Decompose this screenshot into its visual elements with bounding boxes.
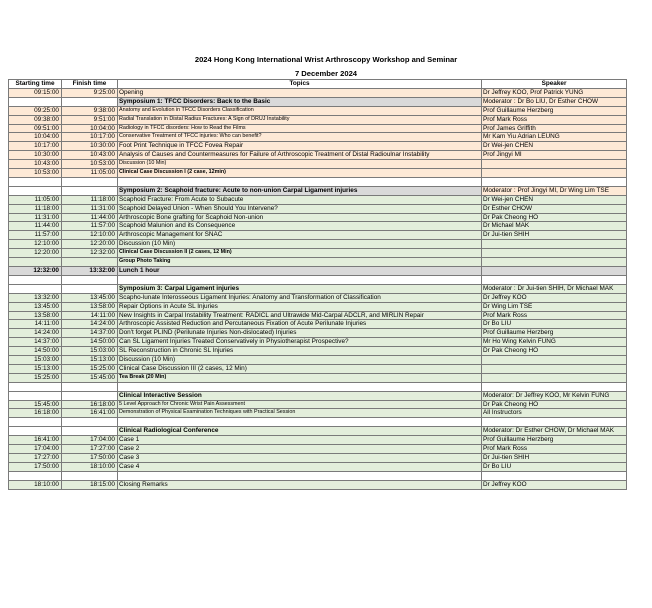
start-time-cell bbox=[9, 177, 62, 186]
speaker-cell: Dr Pak Cheong HO bbox=[482, 213, 627, 222]
table-row bbox=[9, 347, 627, 356]
finish-time-cell: 15:13:00 bbox=[62, 356, 118, 365]
speaker-cell: Dr Jeffrey KOO bbox=[482, 293, 627, 302]
start-time-cell: 13:58:00 bbox=[9, 311, 62, 320]
start-time-cell: 10:17:00 bbox=[9, 142, 62, 151]
finish-time-cell: 18:10:00 bbox=[62, 462, 118, 471]
speaker-cell: Dr Wing Lim TSE bbox=[482, 302, 627, 311]
topic-cell: Scapho-lunate Interosseous Ligament Injuries: Anatomy and Transformation of Classification bbox=[118, 293, 482, 302]
table-row bbox=[9, 267, 627, 276]
speaker-cell: Prof Mark Ross bbox=[482, 115, 627, 124]
table-row bbox=[9, 169, 627, 178]
speaker-cell: Mr Kam Yiu Adrian LEUNG bbox=[482, 133, 627, 142]
table-row bbox=[9, 409, 627, 418]
speaker-cell: Dr Jui-tien SHIH bbox=[482, 454, 627, 463]
start-time-cell: 14:37:00 bbox=[9, 338, 62, 347]
table-row bbox=[9, 231, 627, 240]
speaker-cell: Dr Wei-jen CHEN bbox=[482, 142, 627, 151]
topic-cell: Scaphoid Delayed Union - When Should You Intervene? bbox=[118, 204, 482, 213]
finish-time-cell: 15:03:00 bbox=[62, 347, 118, 356]
finish-time-cell: 13:58:00 bbox=[62, 302, 118, 311]
speaker-cell bbox=[482, 249, 627, 258]
table-row bbox=[9, 471, 627, 480]
topic-cell: Radiology in TFCC disorders: How to Read the Films bbox=[118, 124, 482, 133]
topic-cell: Clinical Case Discussion II (2 cases, 12 Min) bbox=[118, 249, 482, 258]
table-row bbox=[9, 177, 627, 186]
table-row bbox=[9, 151, 627, 160]
start-time-cell: 15:25:00 bbox=[9, 373, 62, 382]
page-title: 2024 Hong Kong International Wrist Arthroscopy Workshop and Seminar bbox=[194, 55, 458, 64]
finish-time-cell: 9:25:00 bbox=[62, 88, 118, 97]
start-time-cell bbox=[9, 97, 62, 106]
table-row bbox=[9, 249, 627, 258]
table-row bbox=[9, 480, 627, 489]
topic-cell bbox=[118, 177, 482, 186]
finish-time-cell: 11:57:00 bbox=[62, 222, 118, 231]
start-time-cell bbox=[9, 284, 62, 293]
speaker-cell: Dr Wei-jen CHEN bbox=[482, 195, 627, 204]
topic-cell: Discussion (10 Min) bbox=[118, 240, 482, 249]
topic-cell: Conservative Treatment of TFCC injuries: Who can benefit? bbox=[118, 133, 482, 142]
table-row bbox=[9, 391, 627, 400]
topic-cell: Case 1 bbox=[118, 436, 482, 445]
finish-time-cell: 10:04:00 bbox=[62, 124, 118, 133]
speaker-cell bbox=[482, 373, 627, 382]
finish-time-cell: 10:53:00 bbox=[62, 160, 118, 169]
speaker-cell bbox=[482, 177, 627, 186]
start-time-cell bbox=[9, 258, 62, 267]
start-time-cell bbox=[9, 391, 62, 400]
speaker-cell: Dr Esther CHOW bbox=[482, 204, 627, 213]
header-finish: Finish time bbox=[62, 80, 118, 89]
table-row bbox=[9, 204, 627, 213]
start-time-cell: 11:57:00 bbox=[9, 231, 62, 240]
finish-time-cell bbox=[62, 427, 118, 436]
start-time-cell: 10:04:00 bbox=[9, 133, 62, 142]
topic-cell: Case 3 bbox=[118, 454, 482, 463]
finish-time-cell bbox=[62, 391, 118, 400]
start-time-cell: 09:25:00 bbox=[9, 106, 62, 115]
finish-time-cell: 11:18:00 bbox=[62, 195, 118, 204]
finish-time-cell: 18:15:00 bbox=[62, 480, 118, 489]
finish-time-cell: 13:45:00 bbox=[62, 293, 118, 302]
finish-time-cell bbox=[62, 177, 118, 186]
finish-time-cell: 10:17:00 bbox=[62, 133, 118, 142]
topic-cell: Discussion (10 Min) bbox=[118, 356, 482, 365]
topic-cell: SL Reconstruction in Chronic SL Injuries bbox=[118, 347, 482, 356]
start-time-cell bbox=[9, 418, 62, 427]
table-row bbox=[9, 258, 627, 267]
start-time-cell: 16:41:00 bbox=[9, 436, 62, 445]
table-row bbox=[9, 329, 627, 338]
topic-cell: Tea Break (20 Min) bbox=[118, 373, 482, 382]
table-row bbox=[9, 195, 627, 204]
speaker-cell: Prof Guillaume Herzberg bbox=[482, 329, 627, 338]
table-row bbox=[9, 302, 627, 311]
start-time-cell: 16:18:00 bbox=[9, 409, 62, 418]
topic-cell: Clinical Case Discussion I (2 case, 12min) bbox=[118, 169, 482, 178]
start-time-cell: 13:45:00 bbox=[9, 302, 62, 311]
start-time-cell: 11:44:00 bbox=[9, 222, 62, 231]
speaker-cell: Dr Jeffrey KOO, Prof Patrick YUNG bbox=[482, 88, 627, 97]
speaker-cell bbox=[482, 240, 627, 249]
speaker-cell: Dr Jeffrey KOO bbox=[482, 480, 627, 489]
topic-cell: Case 4 bbox=[118, 462, 482, 471]
table-row bbox=[9, 142, 627, 151]
table-row bbox=[9, 400, 627, 409]
start-time-cell: 17:04:00 bbox=[9, 445, 62, 454]
table-row bbox=[9, 284, 627, 293]
finish-time-cell: 9:38:00 bbox=[62, 106, 118, 115]
finish-time-cell: 11:05:00 bbox=[62, 169, 118, 178]
topic-cell: Symposium 2: Scaphoid fracture: Acute to non-union Carpal Ligament injuries bbox=[118, 186, 482, 195]
start-time-cell bbox=[9, 427, 62, 436]
table-row bbox=[9, 445, 627, 454]
topic-cell: Arthroscopic Management for SNAC bbox=[118, 231, 482, 240]
finish-time-cell: 17:27:00 bbox=[62, 445, 118, 454]
topic-cell: Repair Options in Acute SL Injuries bbox=[118, 302, 482, 311]
header-start: Starting time bbox=[9, 80, 62, 89]
table-row bbox=[9, 356, 627, 365]
speaker-cell: Moderator: Dr Esther CHOW, Dr Michael MAK bbox=[482, 427, 627, 436]
table-row bbox=[9, 427, 627, 436]
table-row bbox=[9, 293, 627, 302]
start-time-cell: 11:18:00 bbox=[9, 204, 62, 213]
start-time-cell: 17:50:00 bbox=[9, 462, 62, 471]
speaker-cell: Moderator : Prof Jingyi MI, Dr Wing Lim TSE bbox=[482, 186, 627, 195]
finish-time-cell bbox=[62, 97, 118, 106]
finish-time-cell: 13:32:00 bbox=[62, 267, 118, 276]
topic-cell bbox=[118, 418, 482, 427]
table-row bbox=[9, 97, 627, 106]
start-time-cell: 10:43:00 bbox=[9, 160, 62, 169]
finish-time-cell: 15:25:00 bbox=[62, 364, 118, 373]
speaker-cell: Prof Guillaume Herzberg bbox=[482, 106, 627, 115]
header-row bbox=[9, 80, 627, 89]
speaker-cell: Moderator: Dr Jeffrey KOO, Mr Kelvin FUNG bbox=[482, 391, 627, 400]
speaker-cell bbox=[482, 275, 627, 284]
finish-time-cell bbox=[62, 258, 118, 267]
finish-time-cell bbox=[62, 284, 118, 293]
speaker-cell bbox=[482, 364, 627, 373]
topic-cell: Don't forget PLIND (Perilunate Injuries Non-dislocated) Injuries bbox=[118, 329, 482, 338]
finish-time-cell bbox=[62, 418, 118, 427]
start-time-cell bbox=[9, 382, 62, 391]
table-row bbox=[9, 133, 627, 142]
topic-cell bbox=[118, 382, 482, 391]
table-row bbox=[9, 240, 627, 249]
table-row bbox=[9, 338, 627, 347]
table-row bbox=[9, 364, 627, 373]
speaker-cell: Prof Jingyi MI bbox=[482, 151, 627, 160]
finish-time-cell bbox=[62, 382, 118, 391]
table-row bbox=[9, 373, 627, 382]
finish-time-cell: 17:04:00 bbox=[62, 436, 118, 445]
start-time-cell bbox=[9, 471, 62, 480]
table-row bbox=[9, 106, 627, 115]
speaker-cell bbox=[482, 160, 627, 169]
finish-time-cell: 16:41:00 bbox=[62, 409, 118, 418]
finish-time-cell: 12:20:00 bbox=[62, 240, 118, 249]
topic-cell: Clinical Case Discussion III (2 cases, 12 Min) bbox=[118, 364, 482, 373]
table-row bbox=[9, 436, 627, 445]
topic-cell: Clinical Radiological Conference bbox=[118, 427, 482, 436]
topic-cell: Can SL Ligament Injuries Treated Conservatively in Physiotherapist Prospective? bbox=[118, 338, 482, 347]
finish-time-cell: 14:50:00 bbox=[62, 338, 118, 347]
start-time-cell bbox=[9, 186, 62, 195]
topic-cell: 5 Level Approach for Chronic Wrist Pain Assessment bbox=[118, 400, 482, 409]
start-time-cell: 15:03:00 bbox=[9, 356, 62, 365]
table-row bbox=[9, 186, 627, 195]
finish-time-cell: 9:51:00 bbox=[62, 115, 118, 124]
start-time-cell: 09:15:00 bbox=[9, 88, 62, 97]
finish-time-cell: 16:18:00 bbox=[62, 400, 118, 409]
finish-time-cell: 17:50:00 bbox=[62, 454, 118, 463]
topic-cell: Clinical Interactive Session bbox=[118, 391, 482, 400]
finish-time-cell: 14:24:00 bbox=[62, 320, 118, 329]
start-time-cell: 15:45:00 bbox=[9, 400, 62, 409]
speaker-cell: All Instructors bbox=[482, 409, 627, 418]
speaker-cell: Moderator : Dr Bo LIU, Dr Esther CHOW bbox=[482, 97, 627, 106]
table-row bbox=[9, 454, 627, 463]
start-time-cell: 12:10:00 bbox=[9, 240, 62, 249]
start-time-cell: 14:11:00 bbox=[9, 320, 62, 329]
finish-time-cell: 14:11:00 bbox=[62, 311, 118, 320]
finish-time-cell: 10:30:00 bbox=[62, 142, 118, 151]
topic-cell: Scaphoid Malunion and its Consequence bbox=[118, 222, 482, 231]
speaker-cell: Dr Pak Cheong HO bbox=[482, 400, 627, 409]
speaker-cell bbox=[482, 382, 627, 391]
topic-cell: Closing Remarks bbox=[118, 480, 482, 489]
table-row bbox=[9, 160, 627, 169]
finish-time-cell: 10:43:00 bbox=[62, 151, 118, 160]
topic-cell bbox=[118, 275, 482, 284]
speaker-cell bbox=[482, 169, 627, 178]
table-row bbox=[9, 124, 627, 133]
start-time-cell: 12:32:00 bbox=[9, 267, 62, 276]
start-time-cell: 10:30:00 bbox=[9, 151, 62, 160]
finish-time-cell: 12:10:00 bbox=[62, 231, 118, 240]
speaker-cell: Dr Jui-tien SHIH bbox=[482, 231, 627, 240]
topic-cell: Opening bbox=[118, 88, 482, 97]
topic-cell: Symposium 3: Carpal Ligament injuries bbox=[118, 284, 482, 293]
start-time-cell: 09:38:00 bbox=[9, 115, 62, 124]
topic-cell: New Insights in Carpal Instability Treatment: RADICL and Ultrawide Mid-Carpal ADCLR, and MIRLIN Repair bbox=[118, 311, 482, 320]
start-time-cell: 11:05:00 bbox=[9, 195, 62, 204]
table-row bbox=[9, 88, 627, 97]
finish-time-cell bbox=[62, 186, 118, 195]
start-time-cell: 13:32:00 bbox=[9, 293, 62, 302]
start-time-cell: 10:53:00 bbox=[9, 169, 62, 178]
event-date: 7 December 2024 bbox=[294, 69, 358, 78]
start-time-cell: 09:51:00 bbox=[9, 124, 62, 133]
topic-cell: Case 2 bbox=[118, 445, 482, 454]
start-time-cell: 14:50:00 bbox=[9, 347, 62, 356]
start-time-cell: 15:13:00 bbox=[9, 364, 62, 373]
speaker-cell bbox=[482, 418, 627, 427]
schedule-table bbox=[8, 79, 627, 490]
topic-cell: Analysis of Causes and Countermeasures for Failure of Arthroscopic Treatment of Distal Radioulnar Instability bbox=[118, 151, 482, 160]
speaker-cell: Prof Mark Ross bbox=[482, 445, 627, 454]
start-time-cell bbox=[9, 275, 62, 284]
start-time-cell: 11:31:00 bbox=[9, 213, 62, 222]
table-row bbox=[9, 462, 627, 471]
start-time-cell: 12:20:00 bbox=[9, 249, 62, 258]
speaker-cell: Prof James Griffith bbox=[482, 124, 627, 133]
header-topics: Topics bbox=[118, 80, 482, 89]
topic-cell: Lunch 1 hour bbox=[118, 267, 482, 276]
speaker-cell: Prof Guillaume Herzberg bbox=[482, 436, 627, 445]
table-row bbox=[9, 382, 627, 391]
speaker-cell: Mr Ho Wing Kelvin FUNG bbox=[482, 338, 627, 347]
speaker-cell: Prof Mark Ross bbox=[482, 311, 627, 320]
table-row bbox=[9, 275, 627, 284]
speaker-cell: Moderator : Dr Jui-tien SHIH, Dr Michael MAK bbox=[482, 284, 627, 293]
topic-cell: Arthroscopic Assisted Reduction and Percutaneous Fixation of Acute Perilunate Injuries bbox=[118, 320, 482, 329]
finish-time-cell: 15:45:00 bbox=[62, 373, 118, 382]
speaker-cell bbox=[482, 356, 627, 365]
speaker-cell: Dr Bo LIU bbox=[482, 462, 627, 471]
table-row bbox=[9, 320, 627, 329]
topic-cell: Arthroscopic Bone grafting for Scaphoid Non-union bbox=[118, 213, 482, 222]
start-time-cell: 18:10:00 bbox=[9, 480, 62, 489]
speaker-cell: Dr Michael MAK bbox=[482, 222, 627, 231]
finish-time-cell: 12:32:00 bbox=[62, 249, 118, 258]
speaker-cell: Dr Bo LIU bbox=[482, 320, 627, 329]
topic-cell: Foot Print Technique in TFCC Fovea Repair bbox=[118, 142, 482, 151]
finish-time-cell: 11:44:00 bbox=[62, 213, 118, 222]
table-row bbox=[9, 115, 627, 124]
speaker-cell bbox=[482, 258, 627, 267]
table-row bbox=[9, 222, 627, 231]
speaker-cell bbox=[482, 267, 627, 276]
topic-cell: Discussion (10 Min) bbox=[118, 160, 482, 169]
start-time-cell: 17:27:00 bbox=[9, 454, 62, 463]
topic-cell: Symposium 1: TFCC Disorders: Back to the Basic bbox=[118, 97, 482, 106]
topic-cell: Anatomy and Evolution in TFCC Disorders Classification bbox=[118, 106, 482, 115]
topic-cell bbox=[118, 471, 482, 480]
speaker-cell bbox=[482, 471, 627, 480]
finish-time-cell: 14:37:00 bbox=[62, 329, 118, 338]
table-row bbox=[9, 418, 627, 427]
speaker-cell: Dr Pak Cheong HO bbox=[482, 347, 627, 356]
finish-time-cell bbox=[62, 471, 118, 480]
table-row bbox=[9, 311, 627, 320]
topic-cell: Demonstration of Physical Examination Techniques with Practical Session bbox=[118, 409, 482, 418]
topic-cell: Radial Translation in Distal Radius Fractures: A Sign of DRUJ Instability bbox=[118, 115, 482, 124]
finish-time-cell bbox=[62, 275, 118, 284]
topic-cell: Scaphoid Fracture: From Acute to Subacute bbox=[118, 195, 482, 204]
finish-time-cell: 11:31:00 bbox=[62, 204, 118, 213]
table-row bbox=[9, 213, 627, 222]
topic-cell: Group Photo Taking bbox=[118, 258, 482, 267]
start-time-cell: 14:24:00 bbox=[9, 329, 62, 338]
header-speaker: Speaker bbox=[482, 80, 627, 89]
